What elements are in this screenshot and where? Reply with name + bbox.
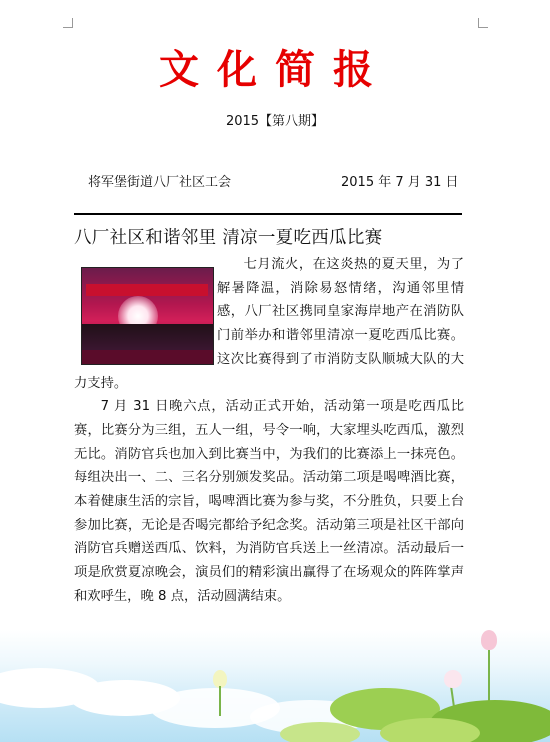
header-divider [74, 213, 462, 215]
article-paragraph-1: 七月流火，在这炎热的夏天里，为了解暑降温，消除易怒情绪，沟通邻里情感，八厂社区携同皇家海岸地产在消防队门前举办和谐邻里清凉一夏吃西瓜比赛。这次比赛得到了市消防支队顺城大队的大力支持。 [74, 257, 464, 391]
lotus-leaf-icon [280, 722, 360, 742]
lotus-leaf-icon [380, 718, 480, 742]
issue-number: 2015【第八期】 [225, 114, 325, 129]
lotus-bud-icon [481, 630, 497, 650]
publish-date: 2015 年 7 月 31 日 [341, 175, 459, 190]
lotus-bud-icon [444, 670, 462, 688]
publisher-name: 将军堡街道八厂社区工会 [88, 175, 232, 190]
lotus-stem [219, 686, 221, 716]
newsletter-title: 文化简报 [159, 46, 391, 93]
lotus-stem [488, 644, 490, 704]
crop-mark-top-left [63, 18, 73, 28]
lotus-pond-decoration [0, 630, 550, 742]
crop-mark-top-right [478, 18, 488, 28]
photo-wrap-spacer [74, 253, 217, 371]
article-body [74, 253, 464, 609]
article-paragraph-2: 7 月 31 日晚六点，活动正式开始，活动第一项是吃西瓜比赛，比赛分为三组，五人一组，号令一响，大家埋头吃西瓜，激烈无比。消防官兵也加入到比赛当中，为我们的比赛添上一抹亮色。每组决出一、二、三名分别颁发奖品。活动第二项是喝啤酒比赛，本着健康生活的宗旨，喝啤酒比赛为参与奖，不分胜负，只要上台参加比赛，无论是否喝完都给予纪念奖。活动第三项是社区干部向消防官兵赠送西瓜、饮料，为消防官兵送上一丝清凉。活动最后一项是欣赏夏凉晚会，演员们的精彩演出赢得了在场观众的阵阵掌声和欢呼生，晚 8 点，活动圆满结束。 [74, 399, 464, 604]
article-headline: 八厂社区和谐邻里 清凉一夏吃西瓜比赛 [74, 228, 383, 248]
